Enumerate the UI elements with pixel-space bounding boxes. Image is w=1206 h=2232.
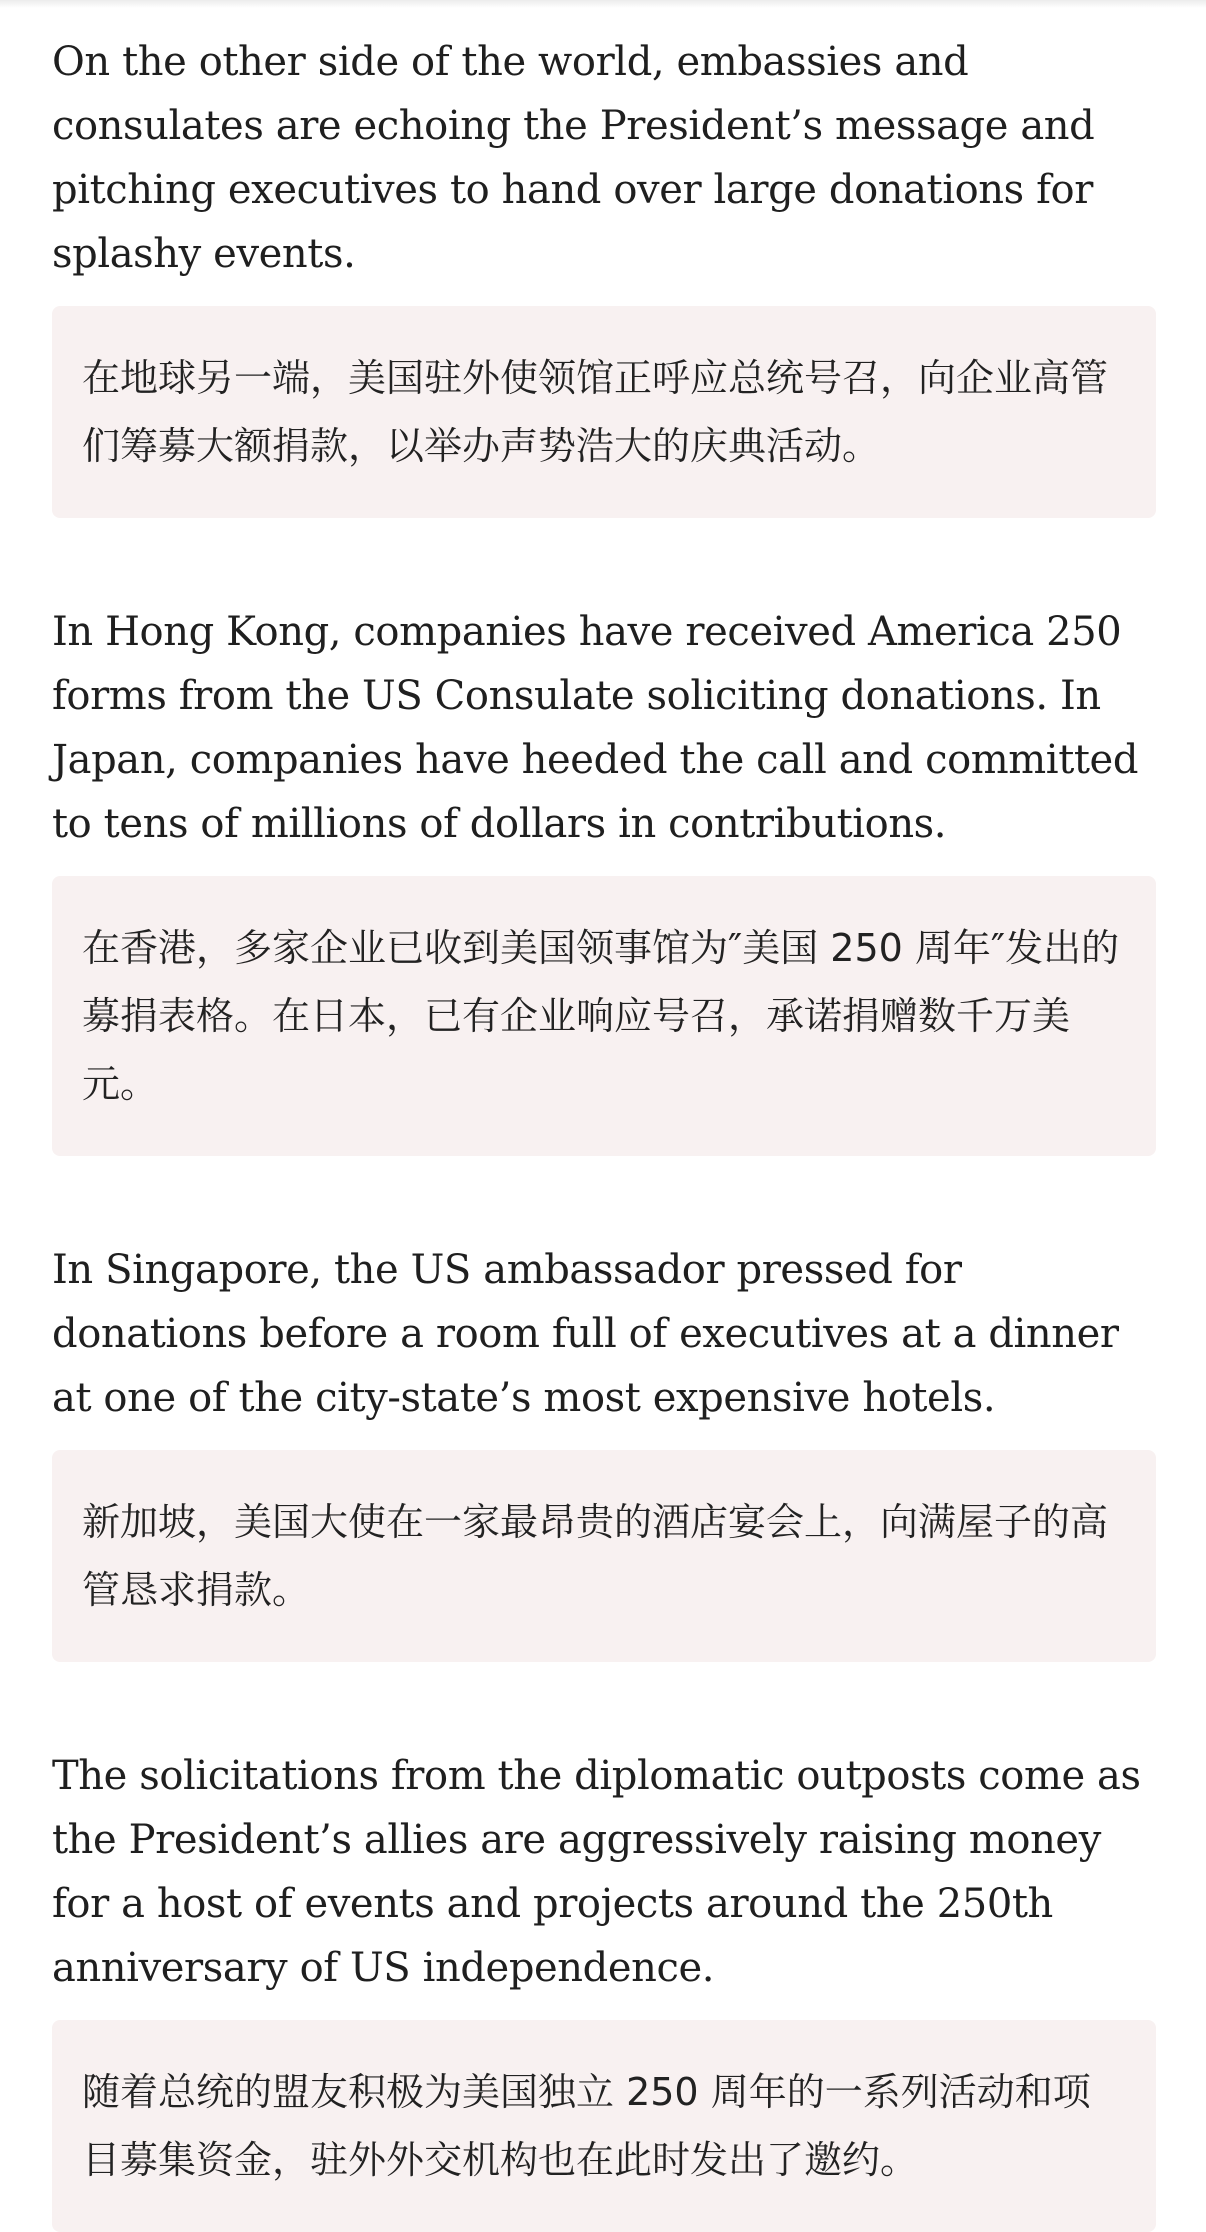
english-paragraph: In Hong Kong, companies have received America 250 forms from the US Consulate soliciting donations. In Japan, companies have heeded the call and committed to tens of millions of dollars in contributions. xyxy=(52,609,1139,847)
paragraph-block xyxy=(52,1744,1156,2232)
paragraph-block xyxy=(52,1238,1156,1662)
chinese-translation-box: 在香港，多家企业已收到美国领事馆为″美国 250 周年″发出的募捐表格。在日本，已有企业响应号召，承诺捐赠数千万美元。 xyxy=(52,876,1156,1156)
top-shadow xyxy=(0,0,1206,8)
english-paragraph: On the other side of the world, embassies and consulates are echoing the President’s message and pitching executives to hand over large donations for splashy events. xyxy=(52,39,1095,277)
paragraph-block xyxy=(52,30,1156,518)
english-paragraph: The solicitations from the diplomatic outposts come as the President’s allies are aggressively raising money for a host of events and projects around the 250th anniversary of US independence. xyxy=(52,1753,1141,1991)
article-body xyxy=(52,30,1156,2232)
chinese-translation-box: 在地球另一端，美国驻外使领馆正呼应总统号召，向企业高管们筹募大额捐款，以举办声势浩大的庆典活动。 xyxy=(52,306,1156,518)
english-paragraph: In Singapore, the US ambassador pressed for donations before a room full of executives at a dinner at one of the city-state’s most expensive hotels. xyxy=(52,1247,1119,1421)
chinese-translation-box: 随着总统的盟友积极为美国独立 250 周年的一系列活动和项目募集资金，驻外外交机构也在此时发出了邀约。 xyxy=(52,2020,1156,2232)
chinese-translation-box: 新加坡，美国大使在一家最昂贵的酒店宴会上，向满屋子的高管恳求捐款。 xyxy=(52,1450,1156,1662)
paragraph-block xyxy=(52,600,1156,1156)
